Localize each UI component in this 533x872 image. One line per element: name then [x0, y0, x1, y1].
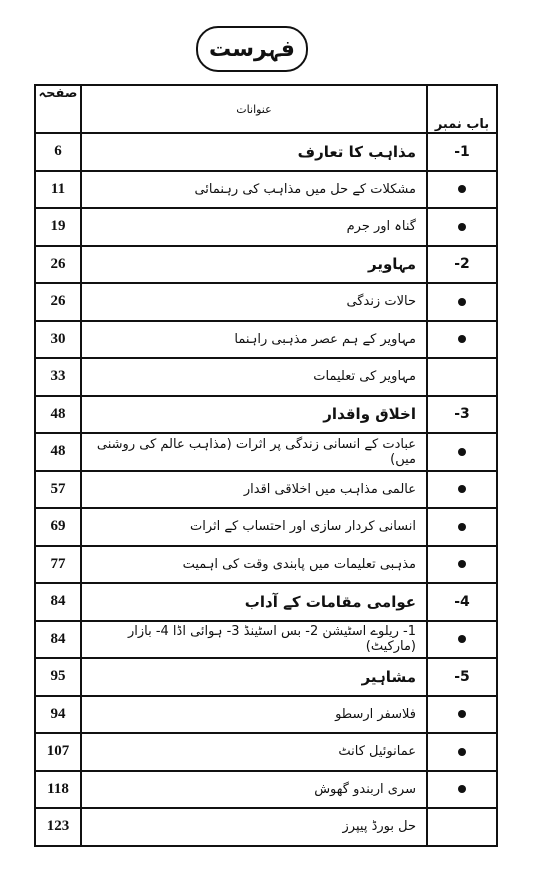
- bullet-icon: [458, 448, 466, 456]
- table-row: [35, 358, 497, 396]
- bullet-icon: [458, 185, 466, 193]
- page-number: 48: [35, 433, 81, 471]
- chapter-number: 3-: [454, 406, 470, 423]
- table-row: [35, 133, 497, 171]
- chapter-title[interactable]: مشاہیر: [81, 658, 427, 696]
- page-number: 95: [35, 658, 81, 696]
- page-number: 107: [35, 733, 81, 771]
- table-row: [35, 246, 497, 284]
- contents-body: [35, 133, 497, 846]
- page-number: 84: [35, 583, 81, 621]
- chapter-cell: [427, 621, 497, 659]
- chapter-cell: [427, 546, 497, 584]
- chapter-cell: [427, 208, 497, 246]
- bullet-icon: [458, 560, 466, 568]
- chapter-cell: [427, 583, 497, 621]
- page-number: 26: [35, 246, 81, 284]
- page-number: 69: [35, 508, 81, 546]
- page-number: 11: [35, 171, 81, 209]
- page-number: 48: [35, 396, 81, 434]
- contents-table: [34, 84, 498, 847]
- chapter-number: 1-: [454, 143, 470, 160]
- page-number: 6: [35, 133, 81, 171]
- chapter-title[interactable]: عوامی مقامات کے آداب: [81, 583, 427, 621]
- chapter-cell: [427, 508, 497, 546]
- table-row: [35, 433, 497, 471]
- chapter-cell: [427, 433, 497, 471]
- topic-title[interactable]: انسانی کردار سازی اور احتساب کے اثرات: [81, 508, 427, 546]
- topic-title[interactable]: فلاسفر ارسطو: [81, 696, 427, 734]
- chapter-cell: [427, 171, 497, 209]
- page-number: 26: [35, 283, 81, 321]
- bullet-icon: [458, 298, 466, 306]
- topic-title[interactable]: مشکلات کے حل میں مذاہب کی رہنمائی: [81, 171, 427, 209]
- chapter-cell: [427, 283, 497, 321]
- table-row: [35, 283, 497, 321]
- topic-title[interactable]: عالمی مذاہب میں اخلاقی اقدار: [81, 471, 427, 509]
- page-number: 19: [35, 208, 81, 246]
- page-column-header: صفحہ: [35, 85, 81, 133]
- topic-title[interactable]: گناہ اور جرم: [81, 208, 427, 246]
- page-number: 118: [35, 771, 81, 809]
- table-row: [35, 471, 497, 509]
- bullet-icon: [458, 635, 466, 643]
- topic-title[interactable]: حالات زندگی: [81, 283, 427, 321]
- chapter-cell: [427, 321, 497, 359]
- page-heading: فہرست: [196, 26, 308, 72]
- chapter-number: 5-: [454, 668, 470, 685]
- page-number: 123: [35, 808, 81, 846]
- chapter-column-header: باب نمبر: [427, 85, 497, 133]
- bullet-icon: [458, 335, 466, 343]
- table-row: [35, 658, 497, 696]
- topic-title[interactable]: 1- ریلوے اسٹیشن 2- بس اسٹینڈ 3- ہوائی اڈا 4- بازار (مارکیٹ): [81, 621, 427, 659]
- chapter-number: 2-: [454, 256, 470, 273]
- page-number: 94: [35, 696, 81, 734]
- bullet-icon: [458, 785, 466, 793]
- header-row: [35, 85, 497, 133]
- topic-title[interactable]: مہاویر کی تعلیمات: [81, 358, 427, 396]
- table-row: [35, 583, 497, 621]
- chapter-title[interactable]: مہاویر: [81, 246, 427, 284]
- chapter-cell: [427, 246, 497, 284]
- chapter-cell: [427, 133, 497, 171]
- topic-title[interactable]: حل بورڈ پیپرز: [81, 808, 427, 846]
- table-row: [35, 696, 497, 734]
- chapter-cell: [427, 658, 497, 696]
- page-number: 30: [35, 321, 81, 359]
- table-row: [35, 321, 497, 359]
- topic-title[interactable]: سری اربندو گھوش: [81, 771, 427, 809]
- bullet-icon: [458, 710, 466, 718]
- table-row: [35, 546, 497, 584]
- table-row: [35, 808, 497, 846]
- topic-title[interactable]: مذہبی تعلیمات میں پابندی وقت کی اہمیت: [81, 546, 427, 584]
- table-row: [35, 396, 497, 434]
- chapter-number: 4-: [454, 593, 470, 610]
- chapter-cell: [427, 808, 497, 846]
- chapter-cell: [427, 396, 497, 434]
- chapter-cell: [427, 696, 497, 734]
- table-row: [35, 771, 497, 809]
- table-row: [35, 621, 497, 659]
- topic-title[interactable]: مہاویر کے ہم عصر مذہبی راہنما: [81, 321, 427, 359]
- bullet-icon: [458, 523, 466, 531]
- bullet-icon: [458, 223, 466, 231]
- table-row: [35, 208, 497, 246]
- bullet-icon: [458, 748, 466, 756]
- table-row: [35, 733, 497, 771]
- page-number: 77: [35, 546, 81, 584]
- chapter-cell: [427, 471, 497, 509]
- chapter-cell: [427, 358, 497, 396]
- page-number: 33: [35, 358, 81, 396]
- title-column-header: عنوانات: [81, 85, 427, 133]
- chapter-title[interactable]: مذاہب کا تعارف: [81, 133, 427, 171]
- page-number: 57: [35, 471, 81, 509]
- page-number: 84: [35, 621, 81, 659]
- table-row: [35, 171, 497, 209]
- chapter-title[interactable]: اخلاق واقدار: [81, 396, 427, 434]
- topic-title[interactable]: عمانوئیل کانٹ: [81, 733, 427, 771]
- bullet-icon: [458, 485, 466, 493]
- table-row: [35, 508, 497, 546]
- chapter-cell: [427, 771, 497, 809]
- topic-title[interactable]: عبادت کے انسانی زندگی پر اثرات (مذاہب عالم کی روشنی میں): [81, 433, 427, 471]
- chapter-cell: [427, 733, 497, 771]
